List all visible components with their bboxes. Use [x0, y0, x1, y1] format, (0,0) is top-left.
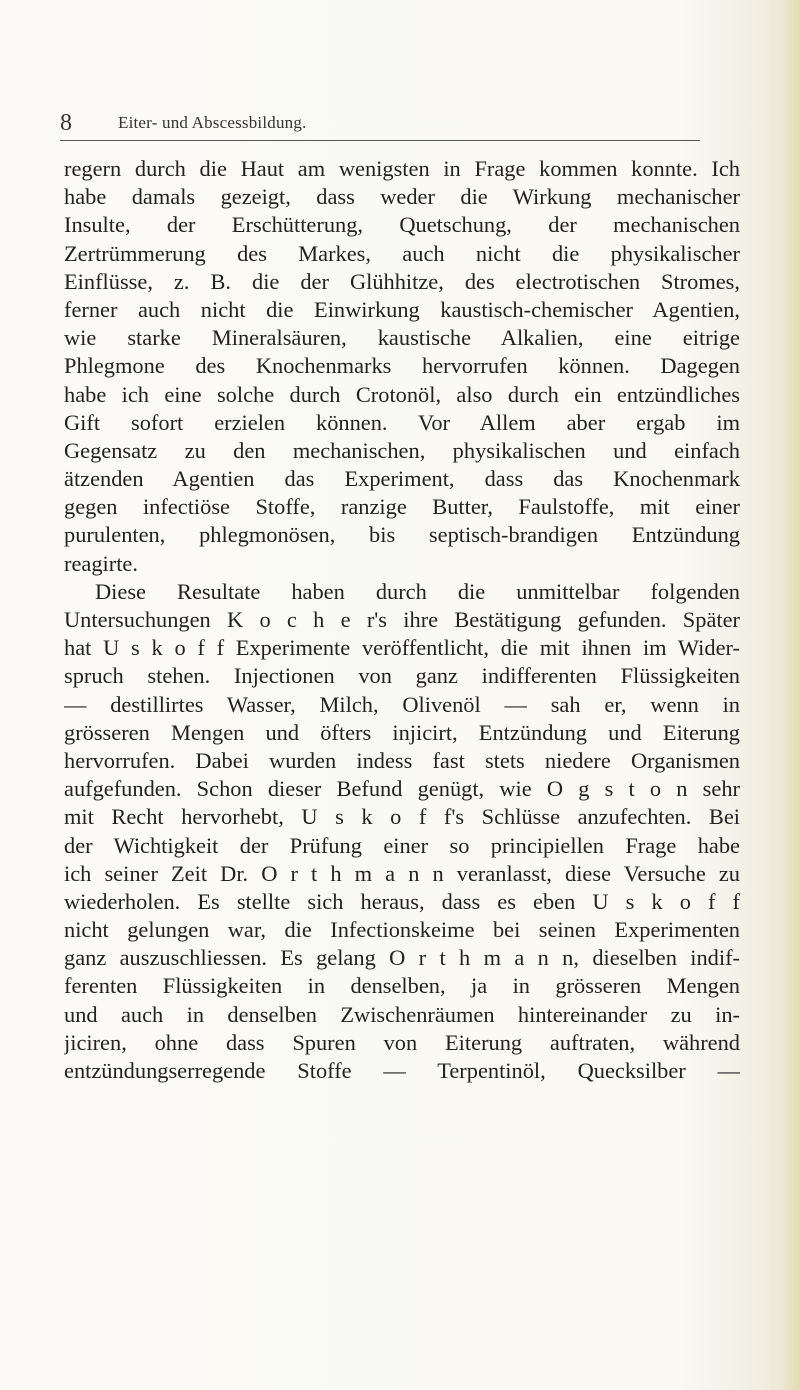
text-line: wie starke Mineralsäuren, kaustische Alkalien, eine eitrige [64, 325, 740, 351]
text-line: grösseren Mengen und öfters injicirt, Entzündung und Eiterung [64, 719, 740, 745]
page-header [60, 110, 720, 136]
page-edge-shading [782, 0, 800, 1390]
text-line: hat U s k o f f Experimente veröffentlicht, die mit ihnen im Wider- [64, 635, 740, 661]
running-title: Eiter- und Abscessbildung. [118, 113, 307, 132]
text-line: Gegensatz zu den mechanischen, physikalischen und einfach [64, 437, 740, 463]
text-line: und auch in denselben Zwischenräumen hintereinander zu in- [64, 1001, 740, 1027]
text-line: nicht gelungen war, die Infectionskeime bei seinen Experimenten [64, 917, 740, 943]
text-line: habe ich eine solche durch Crotonöl, also durch ein entzündliches [64, 381, 740, 407]
text-line: jiciren, ohne dass Spuren von Eiterung auftraten, während [64, 1029, 740, 1055]
body-text [64, 155, 740, 1085]
text-line: hervorrufen. Dabei wurden indess fast stets niedere Organismen [64, 747, 740, 773]
text-line: Zertrümmerung des Markes, auch nicht die physikalischer [64, 240, 740, 266]
text-line: Diese Resultate haben durch die unmittelbar folgenden [95, 578, 740, 604]
text-line: Einflüsse, z. B. die der Glühhitze, des electrotischen Stromes, [64, 268, 740, 294]
text-line: ich seiner Zeit Dr. O r t h m a n n veranlasst, diese Versuche zu [64, 860, 740, 886]
text-line: der Wichtigkeit der Prüfung einer so principiellen Frage habe [64, 832, 740, 858]
text-line: regern durch die Haut am wenigsten in Frage kommen konnte. Ich [64, 156, 740, 181]
text-line: purulenten, phlegmonösen, bis septisch-brandigen Entzündung [64, 522, 740, 548]
page-number: 8 [60, 110, 72, 136]
text-line: — destillirtes Wasser, Milch, Olivenöl — sah er, wenn in [64, 691, 740, 717]
text-line: entzündungserregende Stoffe — Terpentinöl, Quecksilber — [64, 1058, 740, 1083]
text-line: reagirte. [64, 550, 138, 576]
text-line: wiederholen. Es stellte sich heraus, dass es eben U s k o f f [64, 888, 740, 914]
text-line: gegen infectiöse Stoffe, ranzige Butter, Faulstoffe, mit einer [64, 494, 740, 520]
text-line: ferner auch nicht die Einwirkung kaustisch-chemischer Agentien, [64, 296, 740, 322]
text-line: Phlegmone des Knochenmarks hervorrufen können. Dagegen [64, 353, 740, 379]
text-line: aufgefunden. Schon dieser Befund genügt, wie O g s t o n sehr [64, 776, 740, 802]
text-line: habe damals gezeigt, dass weder die Wirkung mechanischer [64, 184, 740, 210]
text-line: ganz auszuschliessen. Es gelang O r t h m a n n, dieselben indif- [64, 945, 740, 971]
header-rule [60, 140, 700, 141]
text-line: Insulte, der Erschütterung, Quetschung, der mechanischen [64, 212, 740, 238]
text-line: Gift sofort erzielen können. Vor Allem aber ergab im [64, 409, 740, 435]
text-line: spruch stehen. Injectionen von ganz indifferenten Flüssigkeiten [64, 663, 740, 689]
text-line: mit Recht hervorhebt, U s k o f f's Schlüsse anzufechten. Bei [64, 804, 740, 830]
text-line: ätzenden Agentien das Experiment, dass das Knochenmark [64, 466, 740, 492]
text-line: Untersuchungen K o c h e r's ihre Bestätigung gefunden. Später [64, 607, 740, 632]
text-line: ferenten Flüssigkeiten in denselben, ja in grösseren Mengen [64, 973, 740, 999]
